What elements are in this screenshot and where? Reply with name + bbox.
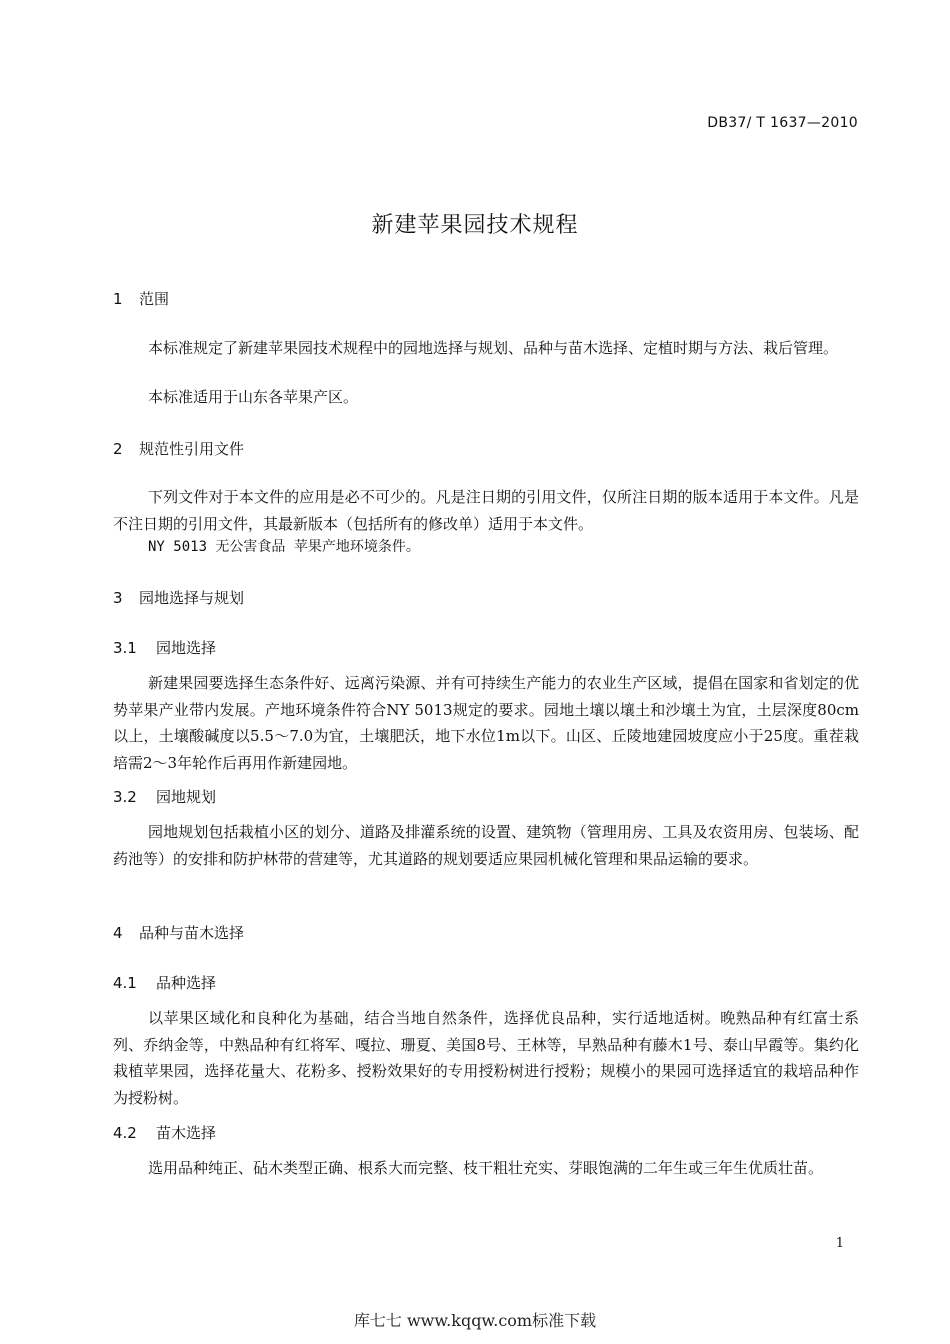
section-title: 园地选择	[156, 639, 217, 657]
section-1-heading	[113, 288, 169, 309]
section-title: 规范性引用文件	[139, 440, 245, 458]
section-number: 4.1	[113, 974, 137, 992]
document-title: 新建苹果园技术规程	[371, 213, 579, 238]
section-4-2-heading	[113, 1122, 216, 1143]
section-number: 2	[113, 440, 123, 458]
section-4-1-paragraph: 以苹果区域化和良种化为基础，结合当地自然条件，选择优良品种，实行适地适树。晚熟品种有红富士系列、乔纳金等，中熟品种有红将军、嘎拉、珊夏、美国8号、王林等，早熟品种有藤木1号、泰山早霞等。集约化栽植苹果园，选择花量大、花粉多、授粉效果好的专用授粉树进行授粉；规模小的果园可选择适宜的栽培品种作为授粉树。	[113, 1009, 859, 1107]
section-4-2-paragraph: 选用品种纯正、砧木类型正确、根系大而完整、枝干粗壮充实、芽眼饱满的二年生或三年生优质壮苗。	[148, 1159, 824, 1177]
section-title: 苗木选择	[156, 1124, 217, 1142]
footer-watermark: 库七七 www.kqqw.com标准下载	[353, 1311, 597, 1330]
section-title: 范围	[139, 290, 170, 308]
section-title: 品种与苗木选择	[139, 924, 245, 942]
section-2-heading	[113, 438, 244, 459]
section-title: 品种选择	[156, 974, 217, 992]
section-title: 园地规划	[156, 788, 217, 806]
section-number: 3.2	[113, 788, 137, 806]
section-number: 3	[113, 589, 123, 607]
section-4-1-heading	[113, 972, 216, 993]
page-number: 1	[835, 1236, 844, 1251]
section-2-paragraph-1: 下列文件对于本文件的应用是必不可少的。凡是注日期的引用文件，仅所注日期的版本适用于本文件。凡是不注日期的引用文件，其最新版本（包括所有的修改单）适用于本文件。	[113, 488, 859, 533]
section-3-1-paragraph: 新建果园要选择生态条件好、远离污染源、并有可持续生产能力的农业生产区域，提倡在国家和省划定的优势苹果产业带内发展。产地环境条件符合NY 5013规定的要求。园地土壤以壤土和沙壤土为宜，土层深度80cm以上，土壤酸碱度以5.5～7.0为宜，土壤肥沃，地下水位1m以下。山区、丘陵地建园坡度应小于25度。重茬栽培需2～3年轮作后再用作新建园地。	[113, 674, 859, 772]
section-3-heading	[113, 587, 244, 608]
section-1-paragraph-1: 本标准规定了新建苹果园技术规程中的园地选择与规划、品种与苗木选择、定植时期与方法、栽后管理。	[148, 339, 839, 357]
section-number: 4.2	[113, 1124, 137, 1142]
section-3-1-heading	[113, 637, 216, 658]
section-number: 1	[113, 290, 123, 308]
section-1-paragraph-2: 本标准适用于山东各苹果产区。	[148, 388, 359, 406]
standard-code: DB37/ T 1637—2010	[707, 115, 858, 131]
section-3-2-paragraph: 园地规划包括栽植小区的划分、道路及排灌系统的设置、建筑物（管理用房、工具及农资用房、包装场、配药池等）的安排和防护林带的营建等，尤其道路的规划要适应果园机械化管理和果品运输的要求。	[113, 823, 859, 868]
section-4-heading	[113, 922, 244, 943]
section-number: 4	[113, 924, 123, 942]
section-3-2-heading	[113, 786, 216, 807]
reference-text: NY 5013 无公害食品 苹果产地环境条件。	[148, 539, 420, 555]
section-title: 园地选择与规划	[139, 589, 245, 607]
normative-reference	[113, 534, 859, 561]
section-number: 3.1	[113, 639, 137, 657]
